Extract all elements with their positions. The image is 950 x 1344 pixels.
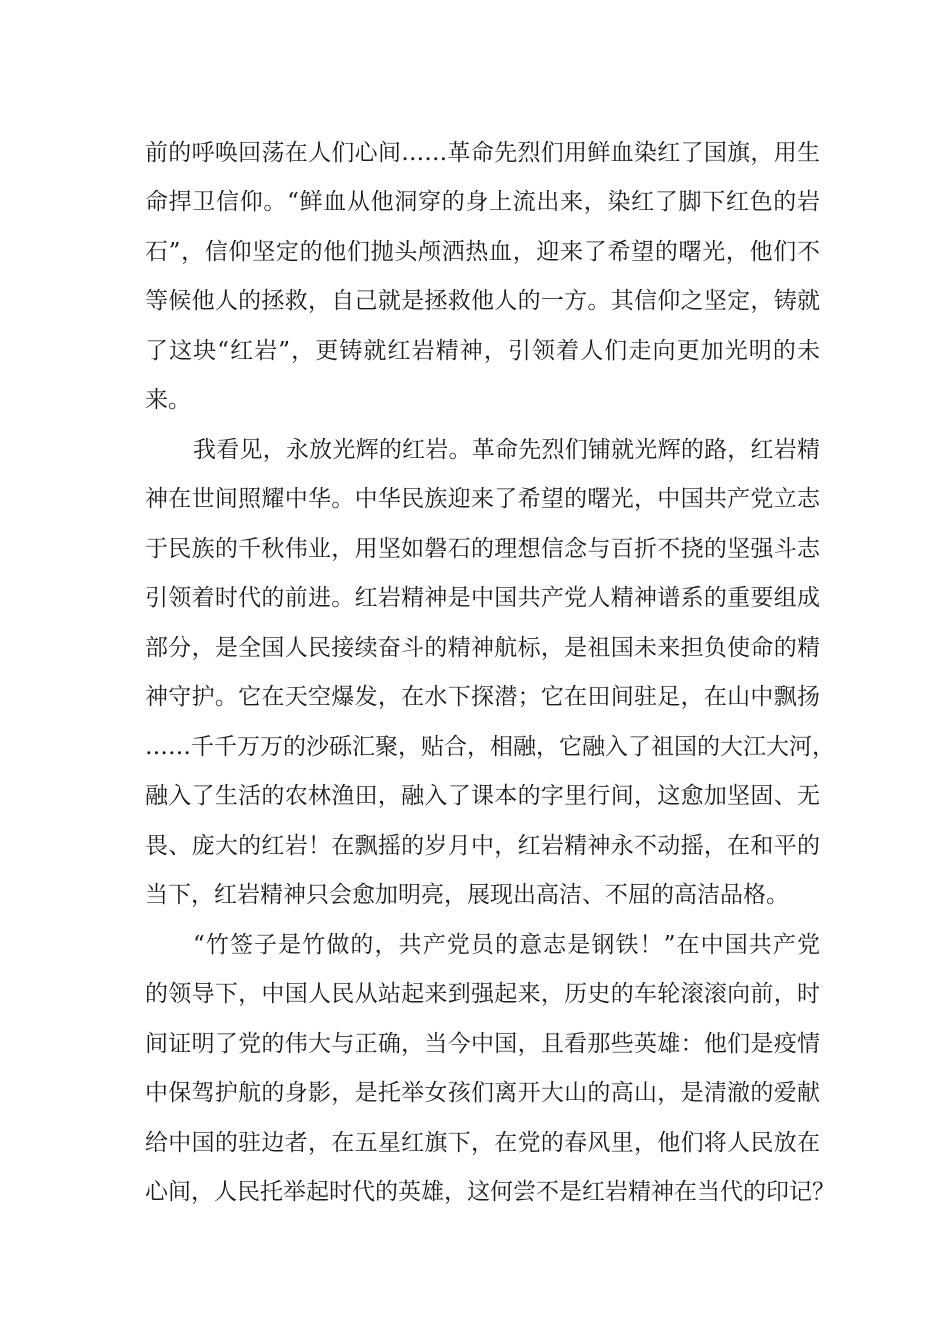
text-line: 命捍卫信仰。“鲜血从他洞穿的身上流出来，染红了脚下红色的岩: [145, 189, 820, 215]
text-line: 中保驾护航的身影，是托举女孩们离开大山的高山，是清澈的爱献: [145, 1080, 820, 1106]
text-line: 给中国的驻边者，在五星红旗下，在党的春风里，他们将人民放在: [145, 1130, 820, 1156]
text-line: 当下，红岩精神只会愈加明亮，展现出高洁、不屈的高洁品格。: [145, 882, 789, 908]
text-line: 于民族的千秋伟业，用坚如磐石的理想信念与百折不挠的坚强斗志: [145, 536, 820, 562]
text-line: 石”，信仰坚定的他们抛头颅洒热血，迎来了希望的曙光，他们不: [145, 239, 820, 265]
text-line: 神在世间照耀中华。中华民族迎来了希望的曙光，中国共产党立志: [145, 486, 820, 512]
text-line: ……千千万万的沙砾汇聚，贴合，相融，它融入了祖国的大江大河，: [145, 734, 835, 760]
text-line: 来。: [145, 387, 191, 413]
text-line: 神守护。它在天空爆发，在水下探潜；它在田间驻足，在山中飘扬: [145, 684, 820, 710]
text-line: 等候他人的拯救，自己就是拯救他人的一方。其信仰之坚定，铸就: [145, 288, 820, 314]
text-line: 前的呼唤回荡在人们心间……革命先烈们用鲜血染红了国旗，用生: [145, 140, 820, 166]
text-line: 部分，是全国人民接续奋斗的精神航标，是祖国未来担负使命的精: [145, 635, 820, 661]
text-line: 畏、庞大的红岩！在飘摇的岁月中，红岩精神永不动摇，在和平的: [145, 833, 820, 859]
text-line: 心间，人民托举起时代的英雄，这何尝不是红岩精神在当代的印记？: [145, 1179, 835, 1205]
text-line: 融入了生活的农林渔田，融入了课本的字里行间，这愈加坚固、无: [145, 783, 820, 809]
text-line: 引领着时代的前进。红岩精神是中国共产党人精神谱系的重要组成: [145, 585, 820, 611]
text-line: 了这块“红岩”，更铸就红岩精神，引领着人们走向更加光明的未: [145, 338, 820, 364]
paragraph-first-line: “竹签子是竹做的，共产党员的意志是钢铁！”在中国共产党: [193, 932, 820, 958]
paragraph-first-line: 我看见，永放光辉的红岩。革命先烈们铺就光辉的路，红岩精: [193, 437, 820, 463]
text-line: 间证明了党的伟大与正确，当今中国，且看那些英雄：他们是疫情: [145, 1031, 820, 1057]
text-line: 的领导下，中国人民从站起来到强起来，历史的车轮滚滚向前，时: [145, 981, 820, 1007]
